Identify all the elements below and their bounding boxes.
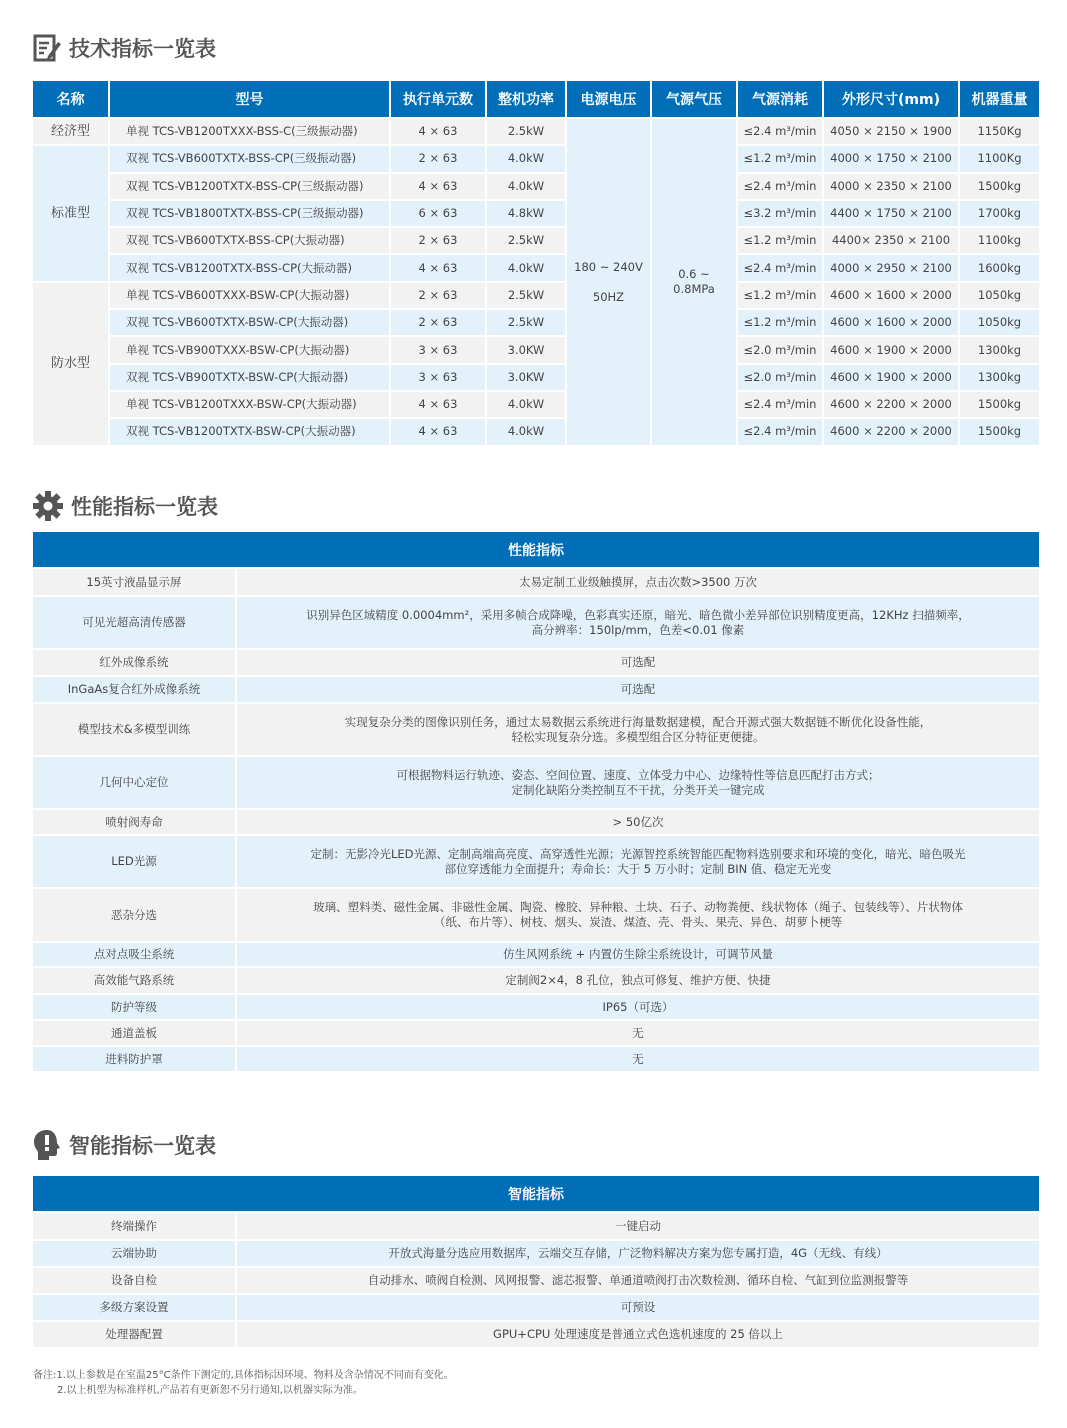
weight-cell: 1700kg <box>960 201 1039 226</box>
perf-title: 性能指标一览表 <box>71 495 218 519</box>
air-consumption-cell: ≤2.4 m³/min <box>738 419 822 444</box>
footnotes <box>33 1368 454 1398</box>
spec-value-line: （纸、布片等）、树枝、烟头、炭渣、煤渣、壳、骨头、果壳、异色、胡萝卜梗等 <box>433 915 843 929</box>
size-cell: 4600 × 1600 × 2000 <box>824 283 958 308</box>
size-cell: 4600 × 2200 × 2000 <box>824 419 958 444</box>
spec-value <box>237 943 1039 966</box>
size-cell: 4600 × 1900 × 2000 <box>824 337 958 362</box>
model-cell: 双视 TCS-VB600TXTX-BSS-CP(大振动器) <box>110 228 389 253</box>
air-consumption-cell: ≤3.2 m³/min <box>738 201 822 226</box>
size-cell: 4600 × 1900 × 2000 <box>824 365 958 390</box>
table-row <box>33 310 1039 335</box>
series-name: 经济型 <box>33 119 108 144</box>
air-consumption-cell: ≤2.4 m³/min <box>738 392 822 417</box>
spec-value-line: 可选配 <box>620 682 656 696</box>
spec-value-line: 可根据物料运行轨迹、姿态、空间位置、速度、立体受力中心、边缘特性等信息匹配打击方式； <box>396 767 880 782</box>
table-row <box>33 174 1039 199</box>
table-row <box>33 836 1039 887</box>
spec-value-line: 实现复杂分类的图像识别任务，通过太易数据云系统进行海量数据建模，配合开源式强大数据链不断优化设备性能， <box>344 714 932 729</box>
units-cell: 3 × 63 <box>391 365 485 390</box>
table-row <box>33 1322 1039 1347</box>
units-cell: 4 × 63 <box>391 419 485 444</box>
footnote: 2.以上机型为标准样机,产品若有更新恕不另行通知,以机器实际为准。 <box>57 1385 363 1396</box>
table-row <box>33 419 1039 444</box>
spec-value-line: 高分辨率：150lp/mm，色差<0.01 像素 <box>531 622 745 637</box>
spec-value-line: 开放式海量分选应用数据库，云端交互存储，广泛物料解决方案为您专属打造，4G（无线、有线） <box>388 1246 888 1260</box>
table-row <box>33 569 1039 595</box>
table-row <box>33 1213 1039 1239</box>
spec-value-line: 定制：无影冷光LED光源、定制高端高亮度、高穿透性光源；光源智控系统智能匹配物料选别要求和环境的变化，暗光、暗色吸光 <box>310 846 966 861</box>
units-cell: 2 × 63 <box>391 310 485 335</box>
air-consumption-cell: ≤2.4 m³/min <box>738 119 822 144</box>
power-cell: 2.5kW <box>487 310 565 335</box>
table-row <box>33 228 1039 253</box>
weight-cell: 1500kg <box>960 419 1039 444</box>
spec-name: 设备自检 <box>33 1268 235 1293</box>
spec-value <box>237 1047 1039 1071</box>
spec-name: 多级方案设置 <box>33 1295 235 1320</box>
spec-name: 处理器配置 <box>33 1322 235 1347</box>
spec-value <box>237 1241 1039 1266</box>
spec-value-line: > 50亿次 <box>612 814 664 829</box>
spec-value <box>237 968 1039 993</box>
smart-spec-table <box>31 1174 1041 1349</box>
air-consumption-cell: ≤1.2 m³/min <box>738 146 822 171</box>
table-row <box>33 1241 1039 1266</box>
power-cell: 4.8kW <box>487 201 565 226</box>
spec-value-line: 玻璃、塑料类、磁性金属、非磁性金属、陶瓷、橡胶、异种粮、土块、石子、动物粪便、线状物体（绳子、包装线等）、片状物体 <box>313 900 963 914</box>
table-row <box>33 597 1039 648</box>
air-consumption-cell: ≤1.2 m³/min <box>738 283 822 308</box>
weight-cell: 1050kg <box>960 310 1039 335</box>
model-cell: 双视 TCS-VB1200TXTX-BSS-CP(大振动器) <box>110 255 389 280</box>
spec-value <box>237 677 1039 702</box>
spec-value <box>237 597 1039 648</box>
size-cell: 4000 × 2950 × 2100 <box>824 255 958 280</box>
table-row <box>33 337 1039 362</box>
spec-name: 15英寸液晶显示屏 <box>33 569 235 595</box>
series-name: 防水型 <box>33 283 108 445</box>
table-row <box>33 392 1039 417</box>
size-cell: 4050 × 2150 × 1900 <box>824 119 958 144</box>
spec-name: 几何中心定位 <box>33 757 235 808</box>
units-cell: 6 × 63 <box>391 201 485 226</box>
spec-value <box>237 1322 1039 1347</box>
air-consumption-cell: ≤2.0 m³/min <box>738 365 822 390</box>
units-cell: 4 × 63 <box>391 174 485 199</box>
units-cell: 4 × 63 <box>391 119 485 144</box>
perf-spec-table <box>31 530 1041 1073</box>
model-cell: 单视 TCS-VB600TXXX-BSW-CP(大振动器) <box>110 283 389 308</box>
voltage-cell <box>567 119 650 445</box>
spec-value <box>237 650 1039 675</box>
air-consumption-cell: ≤2.4 m³/min <box>738 174 822 199</box>
model-cell: 双视 TCS-VB1800TXTX-BSS-CP(三级振动器) <box>110 201 389 226</box>
units-cell: 2 × 63 <box>391 283 485 308</box>
air-consumption-cell: ≤1.2 m³/min <box>738 228 822 253</box>
spec-name: 高效能气路系统 <box>33 968 235 993</box>
table-row <box>33 1295 1039 1320</box>
spec-name: 云端协助 <box>33 1241 235 1266</box>
spec-name: 防护等级 <box>33 995 235 1019</box>
weight-cell: 1150Kg <box>960 119 1039 144</box>
size-cell: 4400× 2350 × 2100 <box>824 228 958 253</box>
spec-value <box>237 836 1039 887</box>
air-consumption-cell: ≤2.0 m³/min <box>738 337 822 362</box>
column-header: 电源电压 <box>567 81 650 117</box>
table-row <box>33 119 1039 144</box>
weight-cell: 1100Kg <box>960 146 1039 171</box>
voltage-range: 180 ~ 240V <box>574 259 643 274</box>
units-cell: 4 × 63 <box>391 392 485 417</box>
table-row <box>33 943 1039 966</box>
power-cell: 3.0KW <box>487 337 565 362</box>
power-cell: 2.5kW <box>487 228 565 253</box>
spec-value-line: GPU+CPU 处理速度是普通立式色选机速度的 25 倍以上 <box>493 1327 783 1341</box>
spec-value <box>237 1213 1039 1239</box>
perf-table-header: 性能指标 <box>33 532 1039 567</box>
table-row <box>33 757 1039 808</box>
spec-value-line: 定制阀2×4，8 孔位，独点可修复、维护方便、快捷 <box>505 973 771 987</box>
perf-section-title <box>33 491 218 521</box>
series-name: 标准型 <box>33 146 108 280</box>
power-cell: 4.0kW <box>487 146 565 171</box>
table-row <box>33 650 1039 675</box>
spec-value-line: 可选配 <box>620 655 656 669</box>
size-cell: 4000 × 2350 × 2100 <box>824 174 958 199</box>
spec-value <box>237 757 1039 808</box>
table-row <box>33 283 1039 308</box>
spec-name: InGaAs复合红外成像系统 <box>33 677 235 702</box>
spec-name: LED光源 <box>33 836 235 887</box>
column-header: 机器重量 <box>960 81 1039 117</box>
spec-name: 喷射阀寿命 <box>33 810 235 834</box>
power-cell: 2.5kW <box>487 119 565 144</box>
spec-name: 点对点吸尘系统 <box>33 943 235 966</box>
spec-value-line: 定制化缺陷分类控制互不干扰，分类开关一键完成 <box>511 782 765 797</box>
units-cell: 2 × 63 <box>391 228 485 253</box>
table-row <box>33 365 1039 390</box>
spec-value <box>237 704 1039 755</box>
spec-value-line: 自动排水、喷阀自检测、风网报警、滤芯报警、单通道喷阀打击次数检测、循环自检、气缸到位监测报警等 <box>367 1273 909 1287</box>
table-row <box>33 677 1039 702</box>
model-cell: 双视 TCS-VB1200TXTX-BSW-CP(大振动器) <box>110 419 389 444</box>
weight-cell: 1300kg <box>960 337 1039 362</box>
spec-name: 通道盖板 <box>33 1021 235 1045</box>
table-row <box>33 889 1039 941</box>
power-cell: 4.0kW <box>487 174 565 199</box>
table-row <box>33 1268 1039 1293</box>
spec-value-line: 一键启动 <box>615 1218 661 1233</box>
power-cell: 4.0kW <box>487 419 565 444</box>
spec-value-line: IP65（可选） <box>602 999 674 1014</box>
weight-cell: 1300kg <box>960 365 1039 390</box>
spec-name: 模型技术&多模型训练 <box>33 704 235 755</box>
table-row <box>33 1047 1039 1071</box>
pressure-cell: 0.6 ~ 0.8MPa <box>652 119 736 445</box>
air-consumption-cell: ≤2.4 m³/min <box>738 255 822 280</box>
spec-value-line: 轻松实现复杂分选。多模型组合区分特征更便捷。 <box>511 729 765 744</box>
table-row <box>33 968 1039 993</box>
model-cell: 双视 TCS-VB600TXTX-BSW-CP(大振动器) <box>110 310 389 335</box>
spec-value <box>237 1268 1039 1293</box>
smart-title: 智能指标一览表 <box>69 1134 216 1158</box>
spec-value-line: 可预设 <box>620 1300 656 1314</box>
weight-cell: 1050kg <box>960 283 1039 308</box>
units-cell: 3 × 63 <box>391 337 485 362</box>
smart-section-title <box>33 1129 216 1161</box>
spec-name: 可见光超高清传感器 <box>33 597 235 648</box>
tech-spec-table <box>31 79 1041 447</box>
units-cell: 2 × 63 <box>391 146 485 171</box>
model-cell: 双视 TCS-VB900TXTX-BSW-CP(大振动器) <box>110 365 389 390</box>
spec-value <box>237 1295 1039 1320</box>
footnote: 备注:1.以上参数是在室温25°C条件下测定的,具体指标因环境、物料及含杂情况不同而有变化。 <box>33 1370 454 1381</box>
model-cell: 单视 TCS-VB1200TXXX-BSW-CP(大振动器) <box>110 392 389 417</box>
spec-name: 终端操作 <box>33 1213 235 1239</box>
size-cell: 4400 × 1750 × 2100 <box>824 201 958 226</box>
column-header: 气源消耗 <box>738 81 822 117</box>
weight-cell: 1500kg <box>960 174 1039 199</box>
units-cell: 4 × 63 <box>391 255 485 280</box>
power-cell: 4.0kW <box>487 392 565 417</box>
power-cell: 2.5kW <box>487 283 565 308</box>
column-header: 整机功率 <box>487 81 565 117</box>
column-header: 型号 <box>110 81 389 117</box>
spec-name: 恶杂分选 <box>33 889 235 941</box>
spec-value <box>237 995 1039 1019</box>
power-cell: 4.0kW <box>487 255 565 280</box>
table-row <box>33 255 1039 280</box>
smart-table-header: 智能指标 <box>33 1176 1039 1211</box>
tech-title: 技术指标一览表 <box>69 37 216 61</box>
spec-value-line: 太易定制工业级触摸屏，点击次数>3500 万次 <box>518 574 758 589</box>
column-header: 名称 <box>33 81 108 117</box>
spec-value <box>237 889 1039 941</box>
table-row <box>33 810 1039 834</box>
spec-value-line: 无 <box>632 1025 644 1040</box>
table-row <box>33 1021 1039 1045</box>
column-header: 外形尺寸(mm) <box>824 81 958 117</box>
spec-value <box>237 1021 1039 1045</box>
weight-cell: 1600kg <box>960 255 1039 280</box>
size-cell: 4600 × 2200 × 2000 <box>824 392 958 417</box>
table-row <box>33 704 1039 755</box>
model-cell: 双视 TCS-VB1200TXTX-BSS-CP(三级振动器) <box>110 174 389 199</box>
power-cell: 3.0KW <box>487 365 565 390</box>
head-exclamation-icon <box>33 1129 61 1161</box>
table-row <box>33 146 1039 171</box>
voltage-frequency: 50HZ <box>592 289 625 304</box>
model-cell: 单视 TCS-VB1200TXXX-BSS-C(三级振动器) <box>110 119 389 144</box>
spec-name: 进料防护罩 <box>33 1047 235 1071</box>
table-row <box>33 201 1039 226</box>
spec-value-line: 部位穿透能力全面提升；寿命长：大于 5 万小时；定制 BIN 值、稳定无光变 <box>444 861 832 876</box>
spec-value <box>237 810 1039 834</box>
tech-section-title <box>33 33 216 63</box>
notepad-pen-icon <box>33 34 61 62</box>
spec-value-line: 仿生风网系统 + 内置仿生除尘系统设计，可调节风量 <box>503 947 773 961</box>
table-row <box>33 995 1039 1019</box>
weight-cell: 1500kg <box>960 392 1039 417</box>
weight-cell: 1100kg <box>960 228 1039 253</box>
air-consumption-cell: ≤1.2 m³/min <box>738 310 822 335</box>
spec-name: 红外成像系统 <box>33 650 235 675</box>
gear-icon <box>33 491 63 521</box>
column-header: 执行单元数 <box>391 81 485 117</box>
spec-value-line: 无 <box>632 1051 644 1066</box>
column-header: 气源气压 <box>652 81 736 117</box>
spec-value <box>237 569 1039 595</box>
model-cell: 双视 TCS-VB600TXTX-BSS-CP(三级振动器) <box>110 146 389 171</box>
spec-value-line: 识别异色区域精度 0.0004mm²，采用多帧合成降噪，色彩真实还原，暗光、暗色微小差异部位识别精度更高，12KHz 扫描频率， <box>306 607 970 622</box>
size-cell: 4600 × 1600 × 2000 <box>824 310 958 335</box>
model-cell: 单视 TCS-VB900TXXX-BSW-CP(大振动器) <box>110 337 389 362</box>
size-cell: 4000 × 1750 × 2100 <box>824 146 958 171</box>
